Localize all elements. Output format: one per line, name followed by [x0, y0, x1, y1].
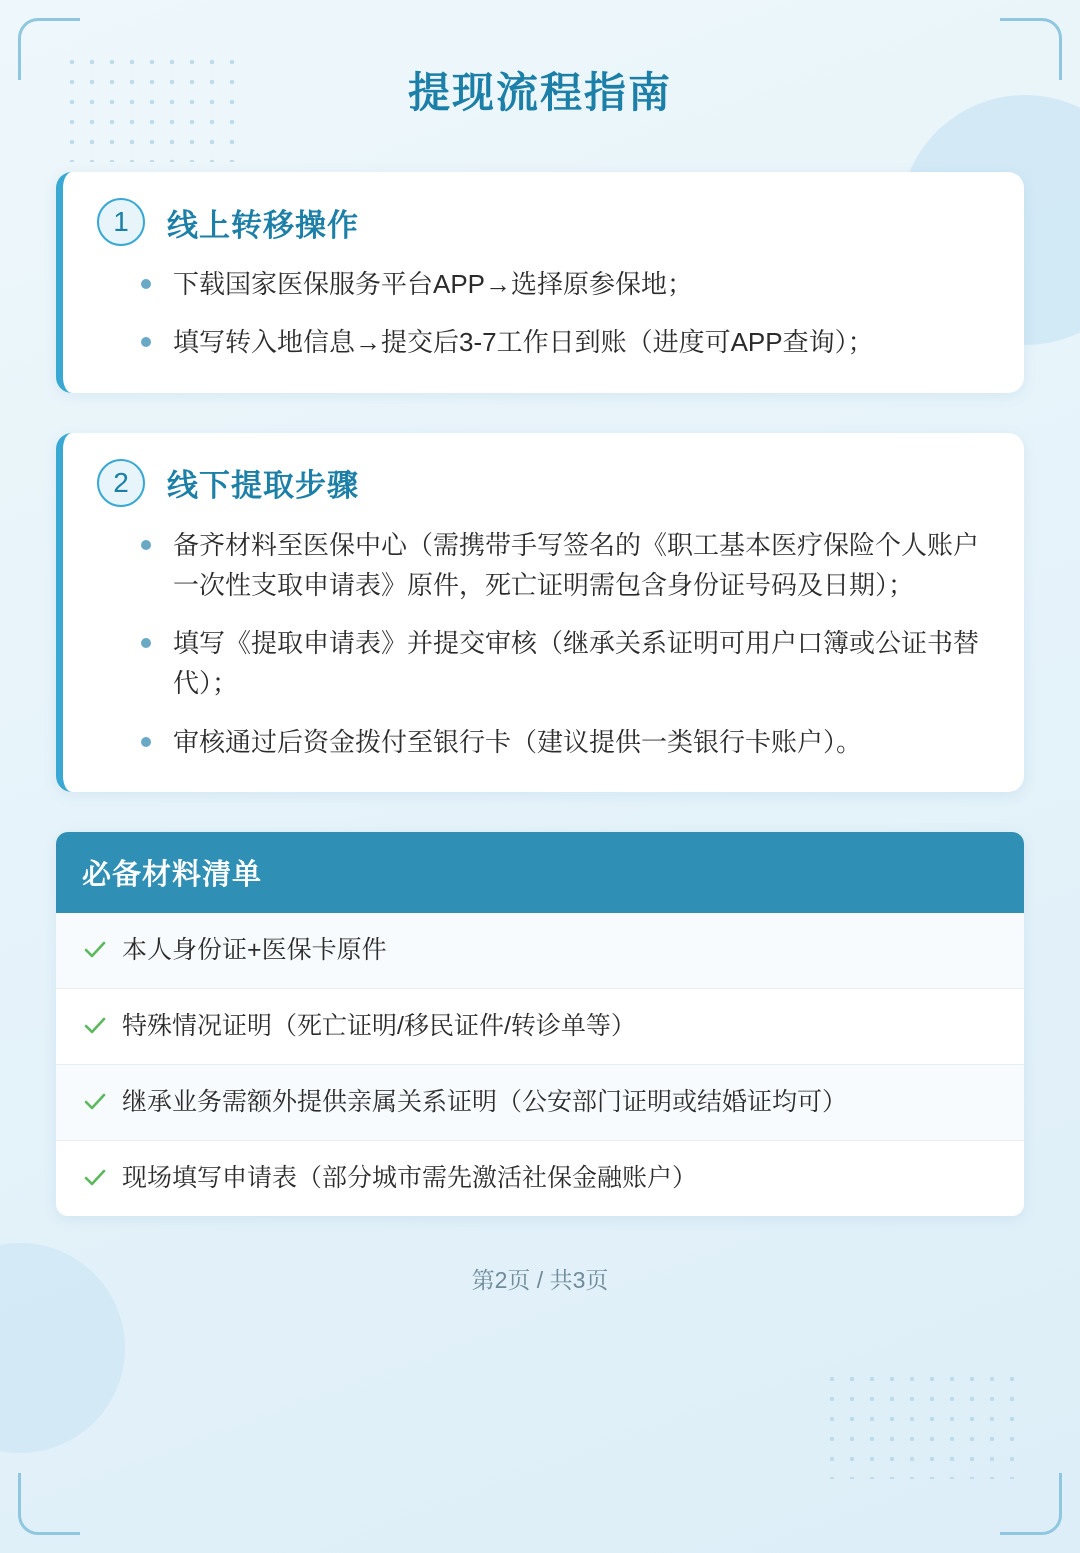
- list-item: 备齐材料至医保中心（需携带手写签名的《职工基本医疗保险个人账户一次性支取申请表》原件，死亡证明需包含身份证号码及日期）；: [135, 525, 990, 606]
- step-card-2: [56, 433, 1024, 792]
- material-row: [56, 989, 1024, 1065]
- materials-panel: [56, 832, 1024, 1216]
- check-icon: [82, 937, 108, 963]
- material-row: [56, 913, 1024, 989]
- step-number-2: 2: [97, 459, 145, 507]
- page-title: 提现流程指南: [407, 69, 672, 116]
- check-icon: [82, 1165, 108, 1191]
- list-item: 下载国家医保服务平台APP→选择原参保地；: [135, 264, 990, 304]
- list-item: 审核通过后资金拨付至银行卡（建议提供一类银行卡账户）。: [135, 722, 990, 762]
- list-item: 填写转入地信息→提交后3-7工作日到账（进度可APP查询）；: [135, 322, 990, 362]
- material-text: 特殊情况证明（死亡证明/移民证件/转诊单等）: [122, 1012, 636, 1041]
- step-list-1: [97, 264, 990, 363]
- corner-bracket-bottom-left: [18, 1473, 80, 1535]
- material-text: 继承业务需额外提供亲属关系证明（公安部门证明或结婚证均可）: [122, 1088, 848, 1117]
- material-text: 本人身份证+医保卡原件: [122, 936, 387, 965]
- material-text: 现场填写申请表（部分城市需先激活社保金融账户）: [122, 1164, 698, 1193]
- step-header-2: [97, 459, 990, 507]
- step-title-1: 线上转移操作: [167, 207, 359, 243]
- check-icon: [82, 1013, 108, 1039]
- step-card-1: [56, 172, 1024, 393]
- step-header-1: [97, 198, 990, 246]
- corner-bracket-bottom-right: [1000, 1473, 1062, 1535]
- step-number-1: 1: [97, 198, 145, 246]
- decorative-dots-bottom-right: [822, 1369, 1022, 1479]
- material-row: [56, 1141, 1024, 1216]
- page-footer: 第2页 / 共3页: [471, 1267, 609, 1294]
- step-title-2: 线下提取步骤: [167, 468, 359, 504]
- step-list-2: [97, 525, 990, 762]
- list-item: 填写《提取申请表》并提交审核（继承关系证明可用户口簿或公证书替代）；: [135, 623, 990, 704]
- check-icon: [82, 1089, 108, 1115]
- material-row: [56, 1065, 1024, 1141]
- materials-heading: 必备材料清单: [56, 832, 1024, 913]
